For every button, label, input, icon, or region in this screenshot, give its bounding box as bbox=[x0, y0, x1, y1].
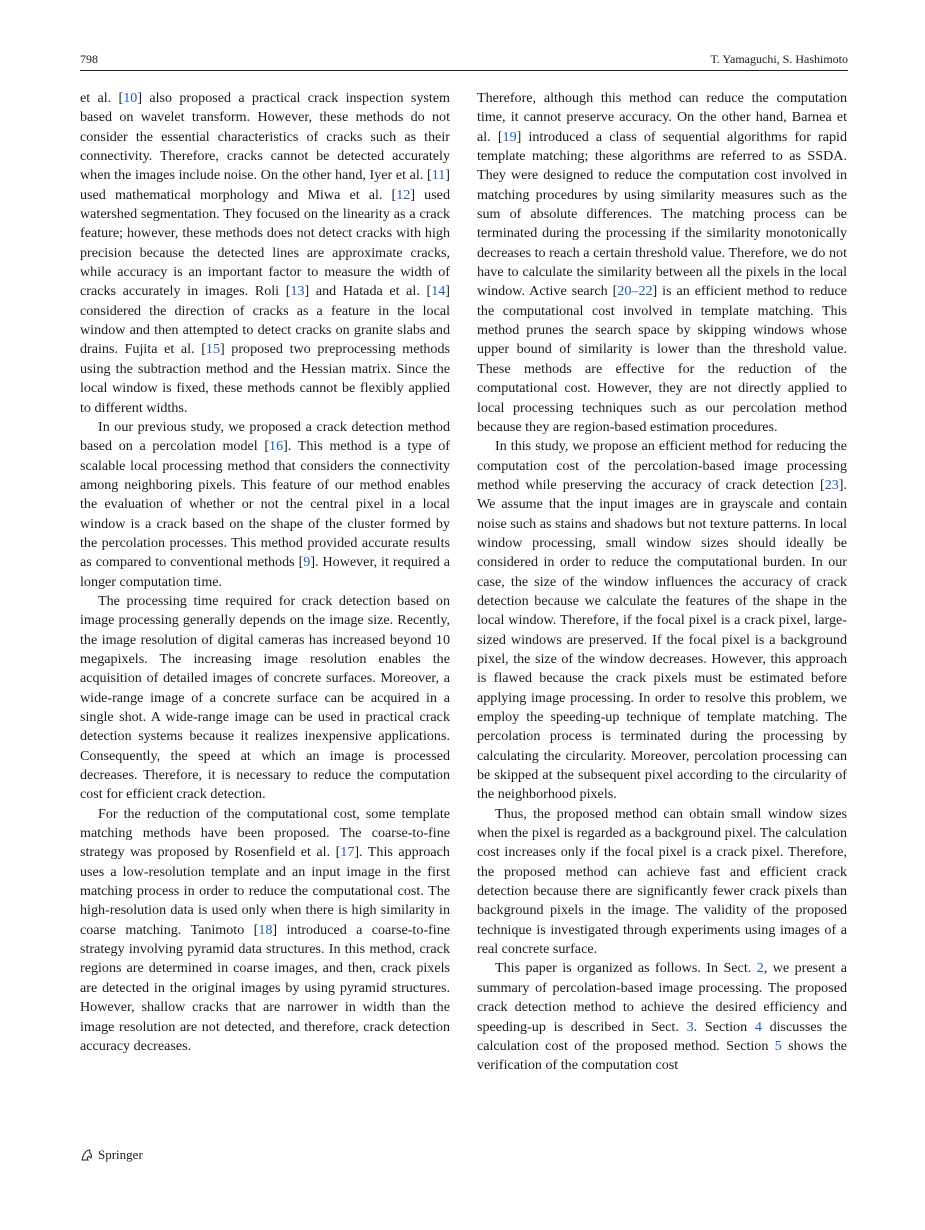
left-column bbox=[80, 89, 450, 1056]
text-run: ]. However, it required a longer computation time. bbox=[80, 554, 450, 590]
reference-link[interactable]: 4 bbox=[754, 1018, 762, 1035]
reference-link[interactable]: 13 bbox=[290, 283, 305, 300]
running-header bbox=[80, 50, 848, 71]
text-run: ] used watershed segmentation. They focused on the linearity as a crack feature; however, these methods does not detect cracks with high precision because the detected lines are approximate cracks, while accuracy is an important factor to measure the width of cracks accurately in images. Roli [ bbox=[80, 186, 450, 300]
text-run: ] and Hatada et al. [ bbox=[304, 283, 432, 300]
running-authors: T. Yamaguchi, S. Hashimoto bbox=[710, 52, 848, 66]
springer-horse-icon bbox=[80, 1148, 94, 1162]
page-number: 798 bbox=[80, 52, 98, 66]
paragraph bbox=[80, 592, 450, 805]
text-run: ] introduced a coarse-to-fine strategy involving pyramid data structures. In this method, crack regions are determined in coarse images, and then, crack pixels are detected in the original images by using pyramid structures. However, shallow cracks that are narrower in width than the image resolution are not detected, and therefore, crack detection accuracy decreases. bbox=[80, 921, 450, 1054]
publisher-name: Springer bbox=[98, 1147, 143, 1162]
text-run: , we present a summary of percolation-based image processing. The proposed crack detection method to achieve the desired efficiency and speeding-up is described in Sect. bbox=[477, 960, 847, 1035]
text-run: ]. This method is a type of scalable local processing method that considers the connectivity among neighboring pixels. This feature of our method enables the evaluation of whether or not the central pixel in a local window is a crack based on the shape of the cluster formed by the percolation processes. This method provided accurate results as compared to conventional methods [ bbox=[80, 438, 450, 571]
text-run: et al. [ bbox=[80, 90, 124, 106]
reference-link[interactable]: 14 bbox=[431, 283, 446, 300]
text-run: In this study, we propose an efficient method for reducing the computation cost of the percolation-based image processing method while preserving the accuracy of crack detection [ bbox=[477, 438, 847, 493]
reference-link[interactable]: 19 bbox=[502, 128, 517, 145]
footer bbox=[80, 1145, 143, 1165]
reference-link[interactable]: 11 bbox=[431, 167, 446, 184]
paragraph bbox=[477, 89, 847, 437]
reference-link[interactable]: 15 bbox=[205, 341, 220, 358]
text-run: shows the verification of the computation cost bbox=[477, 1037, 847, 1074]
paragraph bbox=[477, 437, 847, 805]
text-run: The processing time required for crack detection based on image processing generally depends on the image size. Recently, the image resolution of digital cameras has increased beyond 10 megapixels. The increasing image resolution enables the acquisition of detailed images of concrete surfaces. Moreover, a wide-range image of a concrete surface can be acquired in a single shot. A wide-range image can be used in practical crack detection systems because it realizes inexpensive applications. Consequently, the speed at which an image is processed decreases. Therefore, it is necessary to reduce the computation cost for efficient crack detection. bbox=[80, 592, 450, 803]
text-run: In our previous study, we proposed a crack detection method based on a percolation model [ bbox=[80, 418, 450, 455]
text-run: Thus, the proposed method can obtain small window sizes when the pixel is regarded as a background pixel. The calculation cost increases only if the focal pixel is a crack pixel. Therefore, the proposed method can achieve fast and efficient crack detection because there are significantly fewer crack pixels than background pixels in the image. The validity of the proposed technique is investigated through experiments using images of a real concrete surface. bbox=[477, 805, 847, 958]
reference-link[interactable]: 23 bbox=[824, 476, 839, 493]
text-run: discusses the calculation cost of the proposed method. Section bbox=[477, 1018, 847, 1054]
reference-link[interactable]: 2 bbox=[756, 960, 764, 977]
reference-link[interactable]: 18 bbox=[258, 921, 273, 938]
reference-link[interactable]: 20–22 bbox=[617, 283, 653, 300]
text-run: ] also proposed a practical crack inspection system based on wavelet transform. However, these methods do not consider the essential characteristics of cracks such as their connectivity. Therefore, cracks cannot be detected accurately when the images include noise. On the other hand, Iyer et al. [ bbox=[80, 90, 450, 184]
text-run: . Section bbox=[693, 1018, 755, 1035]
reference-link[interactable]: 16 bbox=[269, 438, 284, 455]
reference-link[interactable]: 10 bbox=[123, 90, 138, 106]
text-run: ] is an efficient method to reduce the computational cost involved in template matching. This method prunes the search space by skipping windows whose upper bound of similarity is lower than the threshold value. These methods are effective for the reduction of the computational cost. However, they are not directly applied to local processing techniques such as our percolation method because they are region-based estimation procedures. bbox=[477, 283, 847, 435]
reference-link[interactable]: 3 bbox=[686, 1018, 694, 1035]
right-column bbox=[477, 89, 847, 1076]
paragraph bbox=[80, 805, 450, 1056]
text-run: ] proposed two preprocessing methods using the subtraction method and the Hessian matrix. Since the local window is fixed, these methods cannot be flexibly applied to different widths. bbox=[80, 341, 450, 416]
text-run: ]. This approach uses a low-resolution template and an input image in the first matching process in order to reduce the computational cost. The high-resolution data is used only when there is high similarity in coarse matching. Tanimoto [ bbox=[80, 844, 450, 938]
text-run: ]. We assume that the input images are in grayscale and contain noise such as stains and shadows but not texture patterns. In local window processing, small window sizes should ideally be considered in order to reduce the computational burden. In our case, the size of the window influences the accuracy of crack detection because we calculate the features of the shape in the local window. Therefore, if the focal pixel is a crack pixel, large-sized windows are preserved. If the focal pixel is a background pixel, the size of the window decreases. However, this approach is flawed because the crack pixels must be estimated before applying image processing. In order to resolve this problem, we employ the speeding-up technique of template matching. The percolation process is terminated during the processing by calculating the circularity. Moreover, percolation processing can be skipped at the subsequent pixel according to the circularity of the neighborhood pixels. bbox=[477, 476, 847, 803]
paragraph bbox=[477, 959, 847, 1075]
reference-link[interactable]: 5 bbox=[774, 1037, 782, 1054]
text-run: ] introduced a class of sequential algorithms for rapid template matching; these algorithms are referred to as SSDA. They were designed to reduce the computation cost involved in matching procedures by using similarity measures such as the sum of absolute differences. The matching process can be terminated during the processing if the similarity monotonically decreases to reach a certain threshold value. Therefore, we do not have to calculate the similarity between all the pixels in the local window. Active search [ bbox=[477, 128, 847, 300]
paragraph bbox=[80, 89, 450, 418]
text-run: Therefore, although this method can reduce the computation time, it cannot preserve accuracy. On the other hand, Barnea et al. [ bbox=[477, 90, 847, 145]
text-run: This paper is organized as follows. In Sect. bbox=[495, 960, 757, 977]
reference-link[interactable]: 9 bbox=[303, 554, 311, 571]
text-run: ] used mathematical morphology and Miwa et al. [ bbox=[80, 167, 450, 203]
reference-link[interactable]: 17 bbox=[340, 844, 355, 861]
text-run: For the reduction of the computational cost, some template matching methods have been proposed. The coarse-to-fine strategy was proposed by Rosenfield et al. [ bbox=[80, 805, 450, 861]
paragraph bbox=[477, 805, 847, 960]
reference-link[interactable]: 12 bbox=[396, 186, 411, 203]
paragraph bbox=[80, 418, 450, 592]
text-run: ] considered the direction of cracks as a feature in the local window and then attempted to detect cracks on granite slabs and drains. Fujita et al. [ bbox=[80, 283, 450, 358]
